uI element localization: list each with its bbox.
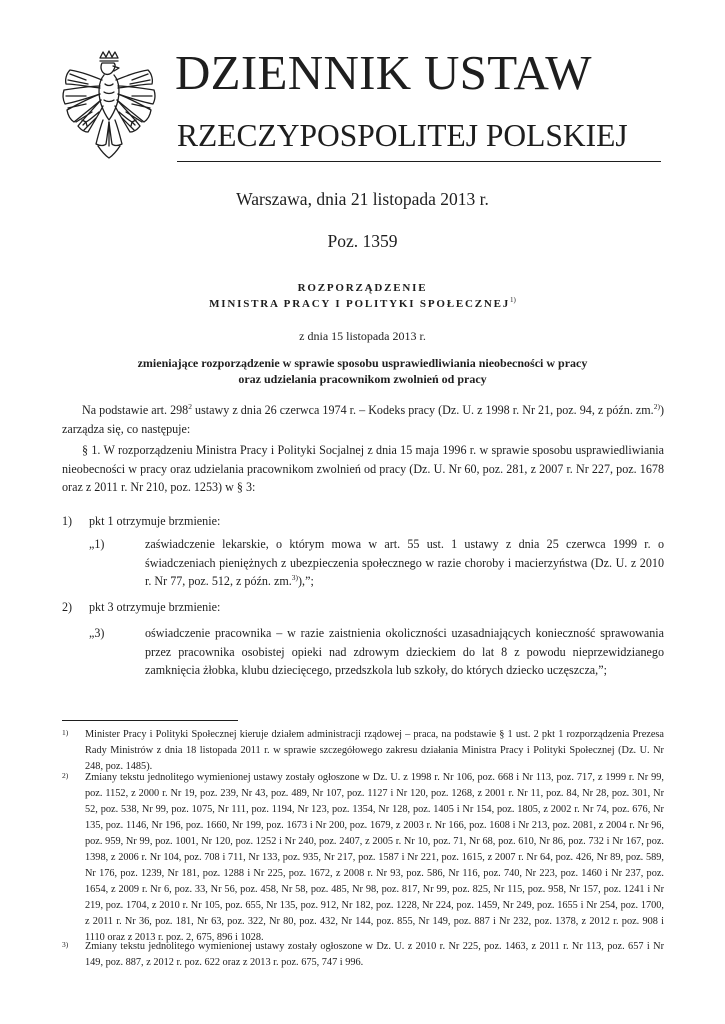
footnote-marker: 1) <box>62 728 69 737</box>
footnote-divider <box>62 720 238 721</box>
amendment-text: „1) zaświadczenie lekarskie, o którym mowa w art. 55 ust. 1 ustawy z dnia 25 czerwca 1999 r. o świadczeniach pieniężnych z ubezpieczenia społecznego w razie choroby i macierzyństwa (Dz. U. z 2010 r. Nr 77, poz. 512, z późn. zm.$^{3)}$),”; <box>89 537 664 588</box>
amendment-text: „3) oświadczenie pracownika – w razie zaistnienia okoliczności uzasadniających konieczność sprawowania przez pracownika osobistej opieki nad zdrowym dzieckiem do lat 8 z powodu nieprzewidzianego zamknięcia żłobka, klubu dziecięcego, przedszkola lub szkoły, do których dziecko uczęszcza,”; <box>89 626 664 677</box>
quoted-point-number: „3) <box>89 626 105 640</box>
position-number: Poz. 1359 <box>327 231 398 251</box>
amendment-number: 1) <box>62 514 73 528</box>
footnote-ref-2[interactable]: 2) <box>653 402 660 411</box>
act-issuer-line <box>0 296 725 312</box>
footnote-marker: 2) <box>62 771 69 780</box>
act-subject <box>0 356 725 387</box>
footnote-2: 2) Zmiany tekstu jednolitego wymienionej ustawy zostały ogłoszone w Dz. U. z 1998 r. Nr 106, poz. 668 i Nr 113, poz. 717, z 1999 r. Nr 99, poz. 1152, z 2000 r. Nr 19, poz. 239, Nr 43, poz. 489, Nr 107, poz. 1127 i Nr 120, poz. 1268, z 2001 r. Nr 11, poz. 84, Nr 28, poz. 301, Nr 52, poz. 538, Nr 99, poz. 1075, Nr 111, poz. 1194, Nr 123, poz. 1354, Nr 128, poz. 1405 i Nr 154, poz. 1805, z 2002 r. Nr 74, poz. 676, Nr 135, poz. 1146, Nr 196, poz. 1660, Nr 199, poz. 1673 i Nr 200, poz. 1679, z 2003 r. Nr 166, poz. 1608 i Nr 213, poz. 2081, z 2004 r. Nr 96, poz. 959, Nr 99, poz. 1001, Nr 120, poz. 1252 i Nr 240, poz. 2407, z 2005 r. Nr 10, poz. 71, Nr 68, poz. 610, Nr 86, poz. 732 i Nr 167, poz. 1398, z 2006 r. Nr 104, poz. 708 i 711, Nr 133, poz. 935, Nr 217, poz. 1587 i Nr 221, poz. 1615, z 2007 r. Nr 64, poz. 426, Nr 89, poz. 589, Nr 176, poz. 1239, Nr 181, poz. 1288 i Nr 225, poz. 1672, z 2008 r. Nr 93, poz. 586, Nr 116, poz. 740, Nr 223, poz. 1460 i Nr 237, poz. 1654, z 2009 r. Nr 6, poz. 33, Nr 56, poz. 458, Nr 58, poz. 485, Nr 98, poz. 817, Nr 99, poz. 825, Nr 115, poz. 958, Nr 157, poz. 1241 i Nr 219, poz. 1704, z 2010 r. Nr 105, poz. 655, Nr 135, poz. 912, Nr 182, poz. 1228, Nr 224, poz. 1459, Nr 249, poz. 1655 i Nr 254, poz. 1700, z 2011 r. Nr 36, poz. 181, Nr 63, poz. 322, Nr 80, poz. 432, Nr 144, poz. 855, Nr 149, poz. 887 i Nr 232, poz. 1378, z 2012 r. poz. 908 i 1110 oraz z 2013 r. poz. 2, 675, 896 i 1028. <box>62 770 664 946</box>
polish-eagle-emblem <box>56 50 162 162</box>
act-subject-line: oraz udzielania pracownikom zwolnień od pracy <box>238 371 487 386</box>
act-issuer: MINISTRA PRACY I POLITYKI SPOŁECZNEJ <box>209 298 511 310</box>
footnote-1: 1) Minister Pracy i Polityki Społecznej kieruje działem administracji rządowej – praca, na podstawie § 1 ust. 2 pkt 1 rozporządzenia Prezesa Rady Ministrów z dnia 18 listopada 2011 r. w sprawie szczegółowego zakresu działania Ministra Pracy i Polityki Społecznej (Dz. U. Nr 248, poz. 1485). <box>62 727 664 775</box>
publication-date: Warszawa, dnia 21 listopada 2013 r. <box>236 189 489 209</box>
act-subject-line: zmieniające rozporządzenie w sprawie sposobu usprawiedliwiania nieobecności w pracy <box>137 356 588 370</box>
footnote-3: 3) Zmiany tekstu jednolitego wymienionej ustawy zostały ogłoszone w Dz. U. z 2010 r. Nr 225, poz. 1463, z 2011 r. Nr 113, poz. 657 i Nr 149, poz. 887, z 2012 r. poz. 622 oraz z 2013 r. poz. 675, 747 i 996. <box>62 939 664 971</box>
preamble: Na podstawie art. $298^2$ ustawy z dnia 26 czerwca 1974 r. – Kodeks pracy (Dz. U. z 1998 r. Nr 21, poz. 94, z późn. zm.$^{2)}$) zarządza się, co następuje: <box>62 402 664 436</box>
amendment-instruction: pkt 3 otrzymuje brzmienie: <box>89 600 221 614</box>
quoted-point-number: „1) <box>89 537 105 551</box>
header-divider <box>177 161 661 162</box>
act-date: z dnia 15 listopada 2013 r. <box>299 329 426 343</box>
amendment-instruction: pkt 1 otrzymuje brzmienie: <box>89 514 221 528</box>
amendment-number: 2) <box>62 600 73 614</box>
section-1: § 1. W rozporządzeniu Ministra Pracy i Polityki Socjalnej z dnia 15 maja 1996 r. w sprawie sposobu usprawiedliwiania nieobecności w pracy oraz udzielania pracownikom zwolnień od pracy (Dz. U. Nr 60, poz. 281, z 2007 r. Nr 227, poz. 1678 oraz z 2011 r. Nr 210, poz. 1253) w § 3: <box>62 443 664 494</box>
footnote-ref-3[interactable]: 3) <box>291 573 299 582</box>
footnote-marker: 3) <box>62 940 69 949</box>
act-type: ROZPORZĄDZENIE <box>297 282 428 294</box>
footnote-ref-1[interactable]: 1) <box>510 296 516 304</box>
gazette-title: DZIENNIK USTAW <box>175 45 592 100</box>
gazette-subtitle: RZECZYPOSPOLITEJ POLSKIEJ <box>177 118 628 153</box>
